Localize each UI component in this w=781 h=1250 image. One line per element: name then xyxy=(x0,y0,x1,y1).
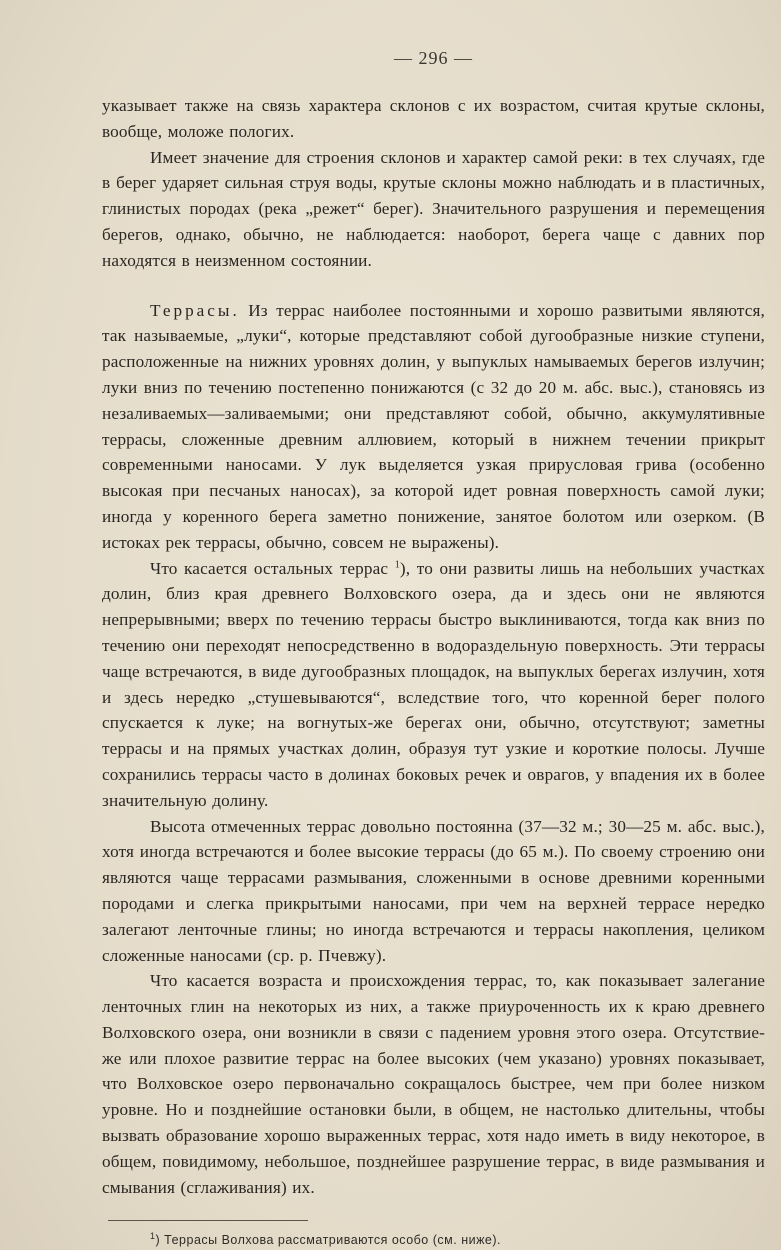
footnote-marker: 1 xyxy=(150,1231,156,1242)
paragraph-terraces-text: Из террас наиболее постоянными и хорошо развитыми являются, так называемые, „луки“, которые представляют собой дугообразные низкие ступени, расположенные на нижних уровнях долин, у выпуклых намываемых берегов излучин; луки вниз по течению постепенно понижаются (с 32 до 20 м. абс. выс.), становясь из незаливаемых—заливаемыми; они представляют собой, обычно, аккумулятивные террасы, сложенные древним аллювием, который в нижнем течении прикрыт современными наносами. У лук выделяется узкая прирусловая грива (особенно высокая при песчаных наносах), за которой идет ровная поверхность самой луки; иногда у коренного берега заметно понижение, занятое болотом или озерком. (В истоках рек террасы, обычно, совсем не выражены). xyxy=(102,300,765,552)
paragraph-4-start: Что касается остальных террас xyxy=(150,558,389,578)
paragraph-4-rest: ), то они развиты лишь на небольших участках долин, близ края древнего Волховского озера, да и здесь они не являются непрерывными; вверх по течению террасы быстро выклиниваются, тогда как вниз по течению они переходят непосредственно в водораздельную поверхность. Эти террасы чаще встречаются, в виде дугообразных площадок, на выпуклых берегах излучин, хотя и здесь нередко „стушевываются“, вследствие того, что коренной берег полого спускается к луке; на вогнутых-же берегах они, обычно, отсутствуют; заметны террасы и на прямых участках долин, образуя тут узкие и короткие полосы. Лучше сохранились террасы часто в долинах боковых речек и оврагов, у впадения их в более значительную долину. xyxy=(102,558,765,810)
footnote xyxy=(150,1231,765,1249)
section-heading-terraces: Террасы. xyxy=(150,300,240,320)
footnote-text: ) Террасы Волхова рассматриваются особо (см. ниже). xyxy=(155,1233,502,1248)
footnote-reference: 1 xyxy=(394,558,400,570)
paragraph-4 xyxy=(102,556,765,814)
paragraph-2: Имеет значение для строения склонов и характер самой реки: в тех случаях, где в берег ударяет сильная струя воды, крутые склоны можно наблюдать и в пластичных, глинистых породах (река „режет“ берег). Значительного разрушения и перемещения берегов, однако, обычно, не наблюдается: наоборот, берега чаще с давних пор находятся в неизменном состоянии. xyxy=(102,147,765,270)
paragraph-6: Что касается возраста и происхождения террас, то, как показывает залегание ленточных глин на некоторых из них, а также приуроченность их к краю древнего Волховского озера, они возникли в связи с падением уровня этого озера. Отсутствие-же или плохое развитие террас на более высоких (чем указано) уровнях показывает, что Волховское озеро первоначально сокращалось быстрее, чем при более низком уровне. Но и позднейшие остановки были, в общем, не настолько длительны, чтобы вызвать образование хорошо выраженных террас, хотя надо иметь в виду некоторое, в общем, повидимому, небольшое, позднейшее разрушение террас, в виде размывания и смывания (сглаживания) их. xyxy=(102,971,765,1197)
paragraph-5: Высота отмеченных террас довольно постоянна (37—32 м.; 30—25 м. абс. выс.), хотя иногда встречаются и более высокие террасы (до 65 м.). По своему строению они являются чаще террасами размывания, сложенными в основе древними коренными породами и слегка прикрытыми наносами, при чем на верхней террасе нередко залегают ленточные глины; но иногда встречаются и террасы накопления, целиком сложенные наносами (ср. р. Пчевжу). xyxy=(102,816,765,965)
paragraph-1: указывает также на связь характера склонов с их возрастом, считая крутые склоны, вообще, моложе пологих. xyxy=(102,96,765,141)
paragraph-terraces xyxy=(102,298,765,556)
page-number: — 296 — xyxy=(394,48,473,68)
section-gap xyxy=(102,274,765,298)
footnote-divider xyxy=(108,1220,308,1221)
